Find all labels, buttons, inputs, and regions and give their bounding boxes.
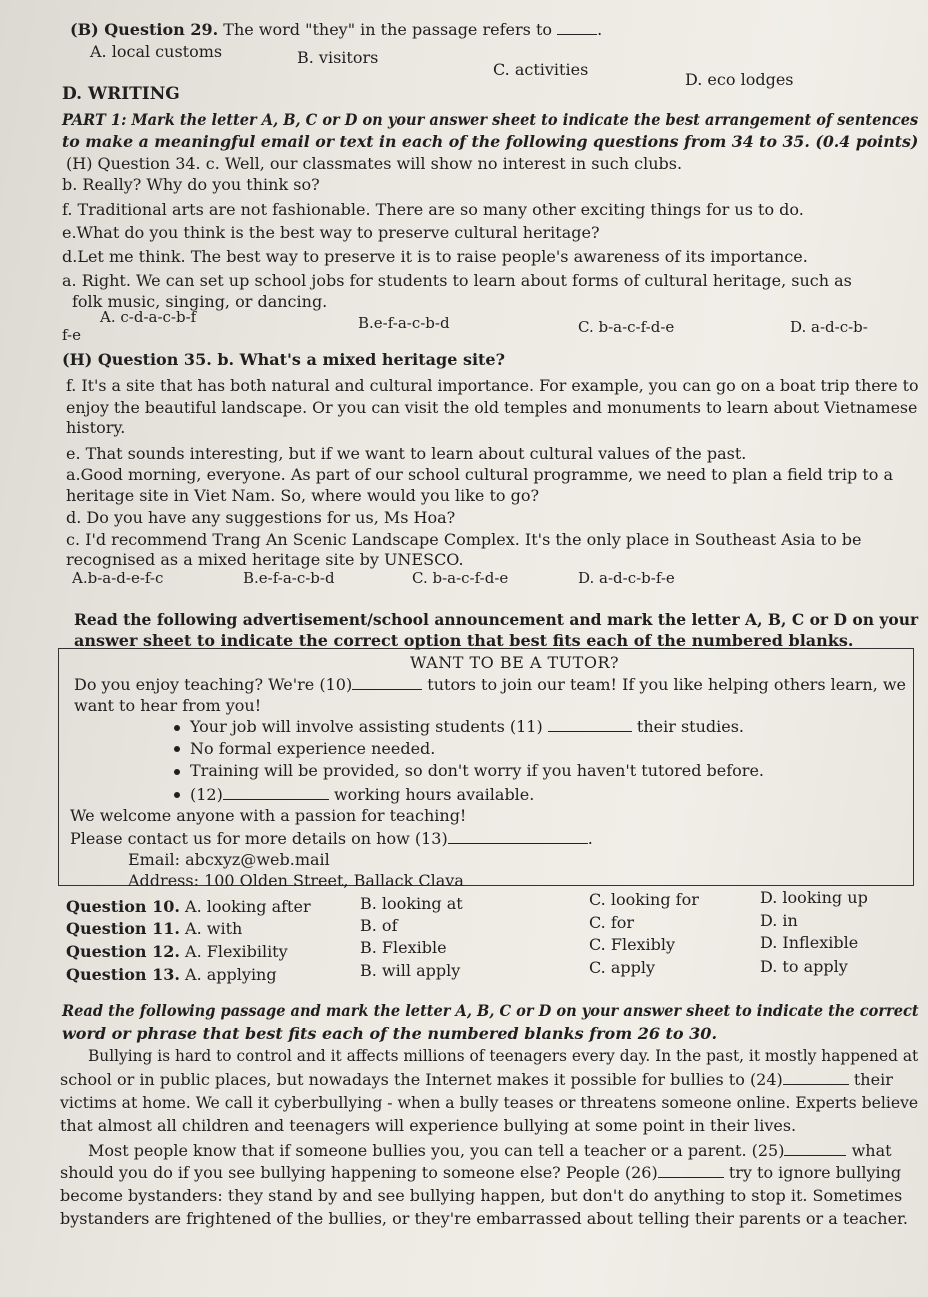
ad-bullet-4 xyxy=(190,785,534,804)
passage-line-6-pre: should you do if you see bullying happening to someone else? People (26) xyxy=(60,1163,658,1182)
writing-heading: D. WRITING xyxy=(62,84,180,104)
q35-option-a: A.b-a-d-e-f-c xyxy=(72,569,164,587)
ad-line1 xyxy=(74,675,906,694)
q35-line-f3: history. xyxy=(66,418,126,437)
ad-line1-pre: Do you enjoy teaching? We're (10) xyxy=(74,675,353,694)
q35-line-c2: recognised as a mixed heritage site by UNESCO. xyxy=(66,550,464,569)
ad-line2: want to hear from you! xyxy=(74,696,262,715)
q29-stem xyxy=(70,20,602,39)
blank-24 xyxy=(783,1070,849,1085)
q35-line-b: (H) Question 35. b. What's a mixed heritage site? xyxy=(62,350,505,369)
passage-instruction-line1: Read the following passage and mark the letter A, B, C or D on your answer sheet to indicate the correct xyxy=(62,1001,919,1020)
passage-line-5 xyxy=(88,1141,892,1160)
passage-line-8: bystanders are frightened of the bullies, or they're embarrassed about telling their parents or a teacher. xyxy=(60,1209,909,1228)
question-12 xyxy=(66,942,288,961)
part1-instruction-line2: to make a meaningful email or text in each of the following questions from 34 to 35. (0.4 points) xyxy=(62,132,919,151)
q35-line-c1: c. I'd recommend Trang An Scenic Landscape Complex. It's the only place in Southeast Asia to be xyxy=(66,530,862,549)
q29-option-b: B. visitors xyxy=(297,48,379,67)
q34-option-b: B.e-f-a-c-b-d xyxy=(358,314,450,332)
ad-contact-post: . xyxy=(587,829,593,848)
q35-line-d: d. Do you have any suggestions for us, Ms Hoa? xyxy=(66,508,456,527)
passage-line-4: that almost all children and teenagers will experience bullying at some point in their lives. xyxy=(60,1116,797,1135)
question-12-option-d: D. Inflexible xyxy=(760,933,859,952)
q29-suffix: . xyxy=(597,20,603,39)
ad-welcome: We welcome anyone with a passion for teaching! xyxy=(70,806,467,825)
question-13 xyxy=(66,965,277,984)
blank-26 xyxy=(658,1163,724,1178)
bullet-dot xyxy=(174,725,180,731)
question-11-option-c: C. for xyxy=(589,913,635,932)
question-10 xyxy=(66,897,311,916)
ad-bullet-1-post: their studies. xyxy=(636,717,745,736)
ad-line1-post: tutors to join our team! If you like helping others learn, we xyxy=(427,675,907,694)
ad-bullet-1 xyxy=(190,717,744,736)
question-11-option-a: A. with xyxy=(185,919,243,938)
q35-line-e: e. That sounds interesting, but if we want to learn about cultural values of the past. xyxy=(66,444,747,463)
q35-option-b: B.e-f-a-c-b-d xyxy=(243,569,335,587)
question-13-label: Question 13. xyxy=(66,965,180,984)
question-13-option-d: D. to apply xyxy=(760,957,848,976)
q34-line-a2: folk music, singing, or dancing. xyxy=(72,292,328,311)
bullet-dot xyxy=(174,792,180,798)
passage-line-2-pre: school or in public places, but nowadays the Internet makes it possible for bullies to (24) xyxy=(60,1070,783,1089)
ad-contact-pre: Please contact us for more details on how (13) xyxy=(70,829,448,848)
q34-line-e: e.What do you think is the best way to preserve cultural heritage? xyxy=(62,223,600,242)
q34-line-c: (H) Question 34. c. Well, our classmates will show no interest in such clubs. xyxy=(66,154,683,173)
ad-bullet-3: Training will be provided, so don't worry if you haven't tutored before. xyxy=(190,761,765,780)
blank-12 xyxy=(223,785,329,800)
question-10-option-d: D. looking up xyxy=(760,888,868,907)
passage-line-5-post: what xyxy=(851,1141,892,1160)
question-11 xyxy=(66,919,242,938)
ad-instruction-line2: answer sheet to indicate the correct option that best fits each of the numbered blanks. xyxy=(74,631,854,650)
question-13-option-c: C. apply xyxy=(589,958,656,977)
question-10-option-c: C. looking for xyxy=(589,890,699,909)
q29-option-a: A. local customs xyxy=(90,42,223,61)
q34-option-c: C. b-a-c-f-d-e xyxy=(578,318,675,336)
question-13-option-b: B. will apply xyxy=(360,961,461,980)
ad-email: Email: abcxyz@web.mail xyxy=(128,850,330,869)
q29-option-d: D. eco lodges xyxy=(685,70,794,89)
q29-blank xyxy=(557,20,597,35)
question-10-option-a: A. looking after xyxy=(185,897,311,916)
question-11-option-d: D. in xyxy=(760,911,798,930)
q34-line-a1: a. Right. We can set up school jobs for students to learn about forms of cultural heritage, such as xyxy=(62,271,852,290)
q34-option-d-wrap: f-e xyxy=(62,326,81,344)
q35-line-a1: a.Good morning, everyone. As part of our school cultural programme, we need to plan a field trip to a xyxy=(66,465,894,484)
question-11-label: Question 11. xyxy=(66,919,180,938)
ad-contact xyxy=(70,829,593,848)
q34-line-b: b. Really? Why do you think so? xyxy=(62,175,320,194)
q29-text: The word "they" in the passage refers to xyxy=(223,20,552,39)
ad-bullet-2: No formal experience needed. xyxy=(190,739,436,758)
q29-label: (B) Question 29. xyxy=(70,20,219,39)
q35-option-c: C. b-a-c-f-d-e xyxy=(412,569,509,587)
question-12-option-b: B. Flexible xyxy=(360,938,447,957)
question-12-label: Question 12. xyxy=(66,942,180,961)
passage-line-7: become bystanders: they stand by and see bullying happen, but don't do anything to stop it. Sometimes xyxy=(60,1186,903,1205)
passage-line-6-post: try to ignore bullying xyxy=(728,1163,902,1182)
blank-13 xyxy=(448,829,588,844)
bullet-dot xyxy=(174,746,180,752)
q34-option-a: A. c-d-a-c-b-f xyxy=(100,308,197,326)
q34-line-d: d.Let me think. The best way to preserve it is to raise people's awareness of its importance. xyxy=(62,247,808,266)
passage-line-5-pre: Most people know that if someone bullies you, you can tell a teacher or a parent. (25) xyxy=(88,1141,785,1160)
q35-line-a2: heritage site in Viet Nam. So, where would you like to go? xyxy=(66,486,540,505)
q35-line-f2: enjoy the beautiful landscape. Or you can visit the old temples and monuments to learn about Vietnamese xyxy=(66,398,918,417)
question-10-label: Question 10. xyxy=(66,897,180,916)
passage-line-1: Bullying is hard to control and it affects millions of teenagers every day. In the past, it mostly happened at xyxy=(88,1046,919,1065)
blank-25 xyxy=(784,1141,846,1156)
passage-line-2-post: their xyxy=(853,1070,893,1089)
q35-option-d: D. a-d-c-b-f-e xyxy=(578,569,675,587)
q34-option-d: D. a-d-c-b- xyxy=(790,318,868,336)
ad-bullet-4-pre: (12) xyxy=(190,785,223,804)
q29-option-c: C. activities xyxy=(493,60,589,79)
passage-instruction-line2: word or phrase that best fits each of the numbered blanks from 26 to 30. xyxy=(62,1024,718,1043)
question-13-option-a: A. applying xyxy=(185,965,277,984)
ad-title: WANT TO BE A TUTOR? xyxy=(410,653,620,672)
bullet-dot xyxy=(174,769,180,775)
question-11-option-b: B. of xyxy=(360,916,398,935)
question-12-option-a: A. Flexibility xyxy=(185,942,288,961)
ad-address: Address: 100 Olden Street, Ballack Clava xyxy=(128,871,464,890)
question-12-option-c: C. Flexibly xyxy=(589,935,676,954)
blank-10 xyxy=(352,675,422,690)
q35-line-f1: f. It's a site that has both natural and cultural importance. For example, you can go on a boat trip there to xyxy=(66,376,919,395)
question-10-option-b: B. looking at xyxy=(360,894,463,913)
ad-bullet-4-post: working hours available. xyxy=(333,785,535,804)
passage-line-3: victims at home. We call it cyberbullying - when a bully teases or threatens someone online. Experts believe xyxy=(60,1093,919,1112)
passage-line-6 xyxy=(60,1163,901,1182)
blank-11 xyxy=(548,717,632,732)
part1-instruction-line1: PART 1: Mark the letter A, B, C or D on your answer sheet to indicate the best arrangement of sentences xyxy=(62,110,919,129)
ad-instruction-line1: Read the following advertisement/school announcement and mark the letter A, B, C or D on your xyxy=(74,610,919,629)
passage-line-2 xyxy=(60,1070,893,1089)
q34-line-f: f. Traditional arts are not fashionable. There are so many other exciting things for us to do. xyxy=(62,200,804,219)
ad-bullet-1-pre: Your job will involve assisting students (11) xyxy=(190,717,543,736)
